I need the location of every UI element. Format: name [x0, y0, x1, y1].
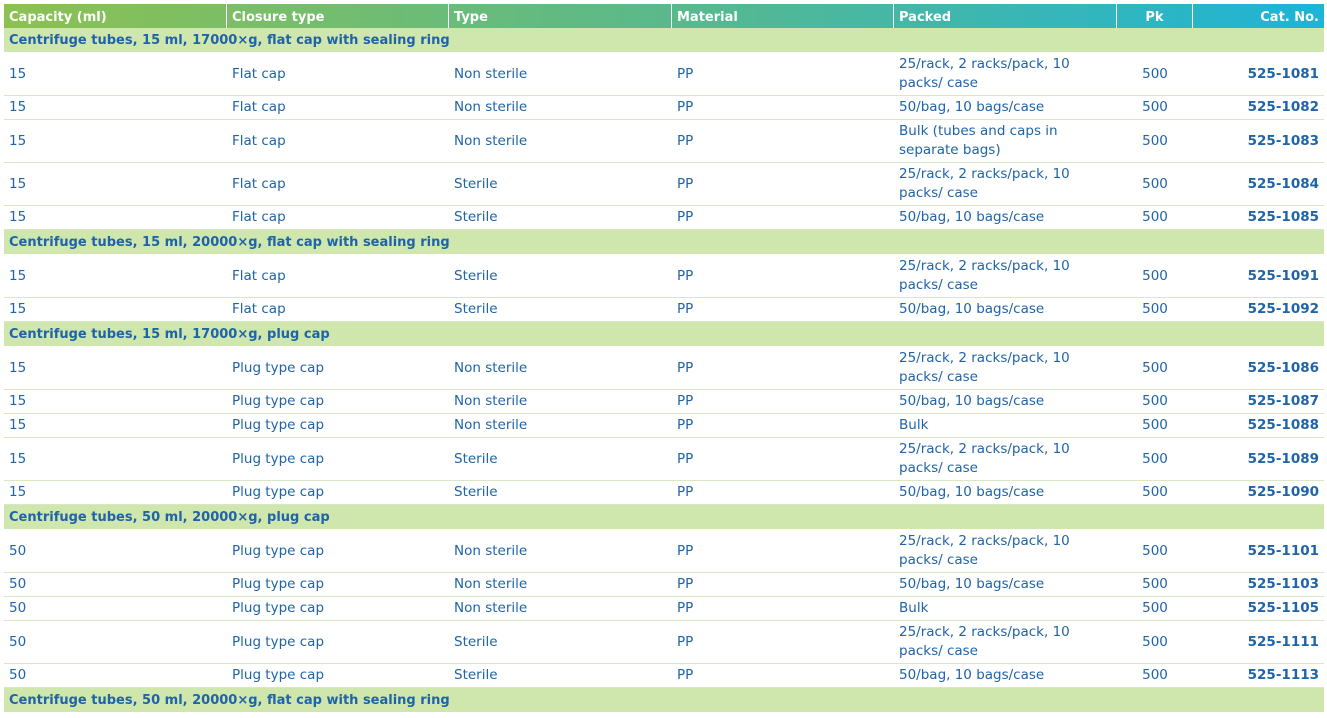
table-row [4, 298, 1324, 322]
table-header-row [4, 4, 1324, 28]
cell-pk: 500 [1117, 206, 1193, 230]
section-header-row [4, 505, 1324, 530]
section-title: Centrifuge tubes, 15 ml, 17000×g, flat cap with sealing ring [4, 28, 1324, 53]
table-row [4, 573, 1324, 597]
cell-packed: 25/rack, 2 racks/pack, 10 packs/ case [894, 621, 1117, 664]
cell-material: PP [672, 664, 894, 688]
cell-material: PP [672, 120, 894, 163]
section-header-row [4, 322, 1324, 347]
table-row [4, 438, 1324, 481]
cell-capacity: 50 [4, 597, 227, 621]
cell-capacity: 50 [4, 621, 227, 664]
cell-packed: 50/bag, 10 bags/case [894, 664, 1117, 688]
cell-closure-type: Flat cap [227, 53, 449, 96]
cell-material: PP [672, 573, 894, 597]
cell-type: Non sterile [449, 597, 672, 621]
cell-cat-no: 525-1081 [1193, 53, 1324, 96]
cell-cat-no: 525-1111 [1193, 621, 1324, 664]
cell-pk: 500 [1117, 621, 1193, 664]
cell-capacity: 15 [4, 163, 227, 206]
cell-material: PP [672, 298, 894, 322]
cell-type: Sterile [449, 206, 672, 230]
cell-closure-type: Flat cap [227, 255, 449, 298]
cell-pk: 500 [1117, 96, 1193, 120]
cell-material: PP [672, 481, 894, 505]
cell-type: Non sterile [449, 530, 672, 573]
section-header-row [4, 28, 1324, 53]
cell-type: Non sterile [449, 347, 672, 390]
cell-material: PP [672, 390, 894, 414]
table-row [4, 347, 1324, 390]
cell-capacity: 15 [4, 120, 227, 163]
cell-cat-no: 525-1101 [1193, 530, 1324, 573]
cell-capacity: 50 [4, 573, 227, 597]
cell-packed: 25/rack, 2 racks/pack, 10 packs/ case [894, 163, 1117, 206]
table-row [4, 206, 1324, 230]
cell-material: PP [672, 414, 894, 438]
cell-material: PP [672, 96, 894, 120]
cell-cat-no: 525-1103 [1193, 573, 1324, 597]
cell-cat-no: 525-1088 [1193, 414, 1324, 438]
column-header-closure-type: Closure type [227, 4, 449, 28]
cell-closure-type: Plug type cap [227, 390, 449, 414]
section-title: Centrifuge tubes, 15 ml, 20000×g, flat cap with sealing ring [4, 230, 1324, 255]
cell-type: Sterile [449, 664, 672, 688]
cell-cat-no: 525-1105 [1193, 597, 1324, 621]
cell-closure-type: Flat cap [227, 206, 449, 230]
cell-type: Sterile [449, 481, 672, 505]
cell-material: PP [672, 53, 894, 96]
cell-cat-no: 525-1087 [1193, 390, 1324, 414]
cell-pk: 500 [1117, 255, 1193, 298]
section-header-row [4, 230, 1324, 255]
cell-closure-type: Plug type cap [227, 438, 449, 481]
table-row [4, 664, 1324, 688]
cell-material: PP [672, 597, 894, 621]
cell-packed: 25/rack, 2 racks/pack, 10 packs/ case [894, 53, 1117, 96]
cell-packed: 25/rack, 2 racks/pack, 10 packs/ case [894, 530, 1117, 573]
cell-packed: 50/bag, 10 bags/case [894, 573, 1117, 597]
cell-type: Non sterile [449, 414, 672, 438]
product-table [4, 4, 1324, 713]
cell-pk: 500 [1117, 347, 1193, 390]
cell-pk: 500 [1117, 573, 1193, 597]
cell-type: Non sterile [449, 120, 672, 163]
cell-pk: 500 [1117, 163, 1193, 206]
cell-material: PP [672, 621, 894, 664]
cell-closure-type: Plug type cap [227, 414, 449, 438]
cell-closure-type: Plug type cap [227, 530, 449, 573]
cell-packed: 50/bag, 10 bags/case [894, 390, 1117, 414]
cell-closure-type: Plug type cap [227, 481, 449, 505]
cell-material: PP [672, 163, 894, 206]
cell-capacity: 50 [4, 530, 227, 573]
cell-packed: 25/rack, 2 racks/pack, 10 packs/ case [894, 438, 1117, 481]
cell-closure-type: Plug type cap [227, 597, 449, 621]
cell-material: PP [672, 206, 894, 230]
cell-cat-no: 525-1082 [1193, 96, 1324, 120]
cell-cat-no: 525-1083 [1193, 120, 1324, 163]
cell-capacity: 15 [4, 96, 227, 120]
cell-capacity: 50 [4, 664, 227, 688]
cell-packed: 50/bag, 10 bags/case [894, 298, 1117, 322]
cell-cat-no: 525-1113 [1193, 664, 1324, 688]
column-header-capacity: Capacity (ml) [4, 4, 227, 28]
cell-closure-type: Flat cap [227, 96, 449, 120]
table-row [4, 621, 1324, 664]
cell-pk: 500 [1117, 438, 1193, 481]
cell-type: Non sterile [449, 53, 672, 96]
cell-pk: 500 [1117, 530, 1193, 573]
cell-cat-no: 525-1089 [1193, 438, 1324, 481]
cell-closure-type: Plug type cap [227, 664, 449, 688]
cell-pk: 500 [1117, 597, 1193, 621]
table-row [4, 96, 1324, 120]
table-row [4, 414, 1324, 438]
table-row [4, 390, 1324, 414]
cell-pk: 500 [1117, 664, 1193, 688]
cell-capacity: 15 [4, 255, 227, 298]
table-row [4, 163, 1324, 206]
column-header-material: Material [672, 4, 894, 28]
table-row [4, 530, 1324, 573]
cell-packed: 50/bag, 10 bags/case [894, 206, 1117, 230]
cell-type: Non sterile [449, 573, 672, 597]
cell-packed: 25/rack, 2 racks/pack, 10 packs/ case [894, 347, 1117, 390]
cell-cat-no: 525-1092 [1193, 298, 1324, 322]
table-body [4, 28, 1324, 713]
cell-capacity: 15 [4, 390, 227, 414]
cell-capacity: 15 [4, 481, 227, 505]
cell-pk: 500 [1117, 53, 1193, 96]
cell-packed: Bulk (tubes and caps in separate bags) [894, 120, 1117, 163]
table-row [4, 481, 1324, 505]
section-title: Centrifuge tubes, 15 ml, 17000×g, plug cap [4, 322, 1324, 347]
column-header-cat-no: Cat. No. [1260, 9, 1319, 25]
column-header-packed: Packed [894, 4, 1117, 28]
cell-material: PP [672, 530, 894, 573]
cell-packed: Bulk [894, 414, 1117, 438]
cell-type: Sterile [449, 621, 672, 664]
cell-packed: Bulk [894, 597, 1117, 621]
cell-material: PP [672, 255, 894, 298]
cell-material: PP [672, 347, 894, 390]
cell-packed: 25/rack, 2 racks/pack, 10 packs/ case [894, 255, 1117, 298]
cell-capacity: 15 [4, 206, 227, 230]
cell-closure-type: Plug type cap [227, 573, 449, 597]
cell-closure-type: Plug type cap [227, 621, 449, 664]
cell-capacity: 15 [4, 347, 227, 390]
cell-capacity: 15 [4, 414, 227, 438]
table-row [4, 53, 1324, 96]
table-row [4, 120, 1324, 163]
cell-capacity: 15 [4, 438, 227, 481]
section-title: Centrifuge tubes, 50 ml, 20000×g, flat cap with sealing ring [4, 688, 1324, 713]
cell-packed: 50/bag, 10 bags/case [894, 481, 1117, 505]
cell-closure-type: Flat cap [227, 163, 449, 206]
cell-type: Sterile [449, 438, 672, 481]
cell-cat-no: 525-1085 [1193, 206, 1324, 230]
cell-closure-type: Plug type cap [227, 347, 449, 390]
cell-type: Sterile [449, 298, 672, 322]
cell-cat-no: 525-1086 [1193, 347, 1324, 390]
cell-material: PP [672, 438, 894, 481]
column-header-type: Type [449, 4, 672, 28]
cell-packed: 50/bag, 10 bags/case [894, 96, 1117, 120]
cell-closure-type: Flat cap [227, 120, 449, 163]
cell-type: Sterile [449, 255, 672, 298]
cell-pk: 500 [1117, 390, 1193, 414]
column-header-pk: Pk [1117, 4, 1193, 28]
cell-type: Non sterile [449, 390, 672, 414]
section-title: Centrifuge tubes, 50 ml, 20000×g, plug cap [4, 505, 1324, 530]
cell-type: Sterile [449, 163, 672, 206]
cell-pk: 500 [1117, 120, 1193, 163]
cell-capacity: 15 [4, 53, 227, 96]
cell-pk: 500 [1117, 298, 1193, 322]
table-row [4, 597, 1324, 621]
cell-cat-no: 525-1084 [1193, 163, 1324, 206]
cell-cat-no: 525-1090 [1193, 481, 1324, 505]
cell-type: Non sterile [449, 96, 672, 120]
cell-pk: 500 [1117, 481, 1193, 505]
cell-closure-type: Flat cap [227, 298, 449, 322]
table-row [4, 255, 1324, 298]
cell-cat-no: 525-1091 [1193, 255, 1324, 298]
section-header-row [4, 688, 1324, 713]
cell-capacity: 15 [4, 298, 227, 322]
cell-pk: 500 [1117, 414, 1193, 438]
